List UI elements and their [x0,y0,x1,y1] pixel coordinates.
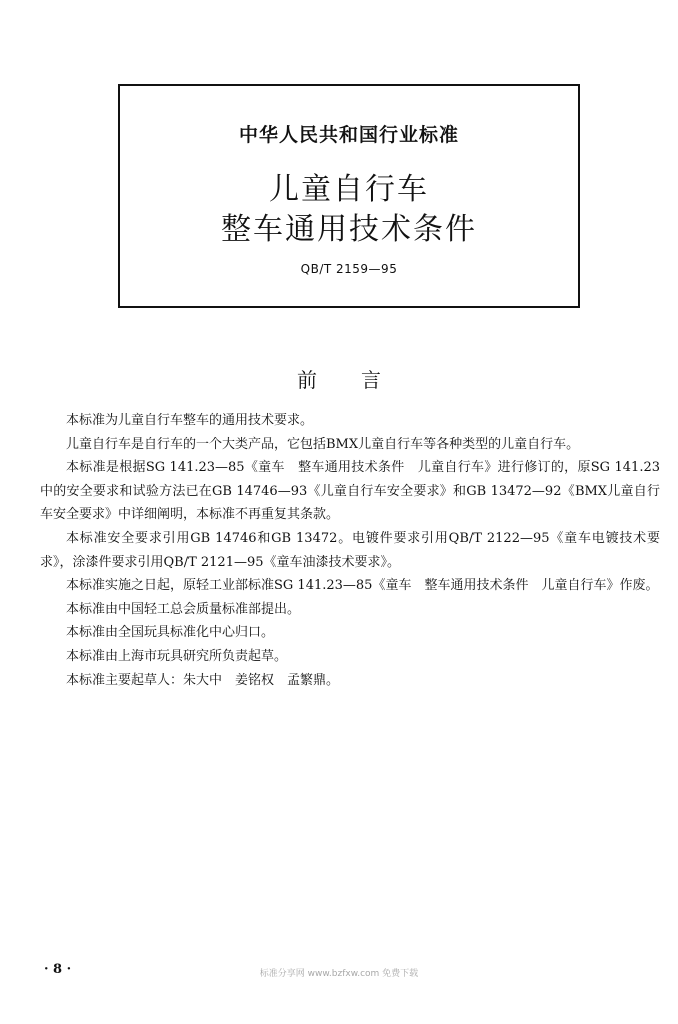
paragraph: 儿童自行车是自行车的一个大类产品，它包括BMX儿童自行车等各种类型的儿童自行车。 [66,436,580,452]
document-title-line-1: 儿童自行车 [269,172,429,207]
page-number: · 8 · [44,962,72,977]
title-box [118,84,580,308]
standard-number: QB/T 2159—95 [300,262,398,276]
preface-heading: 前言 [297,368,425,392]
paragraph: 本标准由全国玩具标准化中心归口。 [66,625,275,641]
watermark: 标准分享网 www.bzfxw.com 免费下载 [259,969,419,979]
paragraph: 本标准安全要求引用GB 14746和GB 13472。电镀件要求引用QB/T 2122—95《童车电镀技术要求》，涂漆件要求引用QB/T 2121—95《童车油漆技术要求》。 [40,530,660,570]
document-title-line-2: 整车通用技术条件 [221,212,477,247]
paragraph: 本标准由中国轻工总会质量标准部提出。 [66,601,301,617]
issuing-org: 中华人民共和国行业标准 [238,124,459,146]
preface-body [40,409,660,692]
paragraph: 本标准实施之日起，原轻工业部标准SG 141.23—85《童车 整车通用技术条件 儿童自行车》作废。 [66,578,659,594]
paragraph: 本标准为儿童自行车整车的通用技术要求。 [66,413,314,428]
paragraph: 本标准由上海市玩具研究所负责起草。 [66,648,288,664]
paragraph: 本标准主要起草人：朱大中 姜铭权 孟繁鼎。 [66,672,340,688]
paragraph: 本标准是根据SG 141.23—85《童车 整车通用技术条件 儿童自行车》进行修订的，原SG 141.23中的安全要求和试验方法已在GB 14746—93《儿童自行车安全要求》和GB 13472—92《BMX儿童自行车安全要求》中详细阐明，本标准不再重复其条款。 [40,460,660,523]
